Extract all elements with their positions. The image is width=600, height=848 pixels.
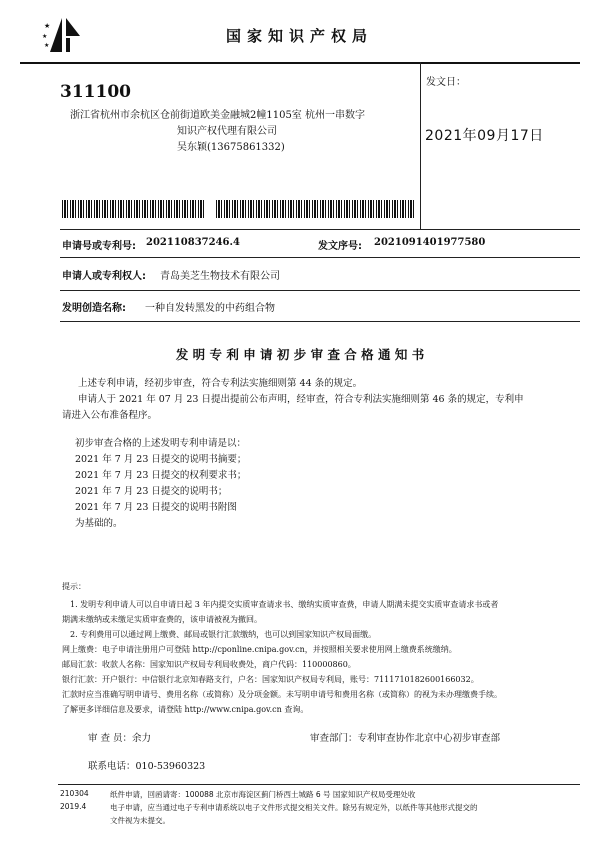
org-name: 国家知识产权局: [226, 27, 374, 45]
postcode: 311100: [60, 82, 131, 102]
tip-line: 邮局汇款：收款人名称：国家知识产权局专利局收费处，商户代码：110000860。: [62, 660, 356, 669]
notice-paragraph-2a: 申请人于 2021 年 07 月 23 日提出提前公布声明，经审查，符合专利法实施细则第 46 条的规定，专利申: [78, 394, 524, 405]
app-no-label: 申请号或专利号:: [62, 241, 136, 252]
row-rule: [60, 229, 580, 230]
row-rule: [60, 257, 580, 258]
footer-rule: [58, 784, 580, 785]
svg-text:★: ★: [42, 33, 48, 40]
examiner: 审 查 员：余力: [88, 733, 152, 744]
notice-heading: 发 明 专 利 申 请 初 步 审 查 合 格 通 知 书: [175, 347, 425, 362]
contact-phone: 联系电话：010-53960323: [88, 761, 206, 772]
form-code: 210304: [60, 789, 89, 798]
recipient-contact: 吴东颖(13675861332): [177, 142, 285, 153]
footer-line-1: 纸件申请，回函请寄：100088 北京市海淀区蓟门桥西土城路 6 号 国家知识产权局受理处收: [110, 790, 416, 799]
tip-line: 了解更多详细信息及要求，请登陆 http://www.cnipa.gov.cn 查询。: [62, 705, 309, 714]
header-divider: [420, 62, 421, 229]
tip-line: 网上缴费：电子申请注册用户可登陆 http://cponline.cnipa.gov.cn，并按照相关要求使用网上缴费系统缴纳。: [62, 645, 457, 654]
barcode-left: [62, 200, 205, 218]
tip-line: 银行汇款：开户银行：中信银行北京知春路支行，户名：国家知识产权局专利局，账号：7111710182600166032。: [62, 675, 479, 684]
svg-text:★: ★: [44, 42, 50, 49]
issue-date-label: 发文日：: [426, 77, 466, 88]
barcode-right: [216, 200, 414, 218]
docs-end: 为基础的。: [75, 518, 123, 529]
tip-line: 2. 专利费用可以通过网上缴费、邮局或银行汇款缴纳，也可以到国家知识产权局面缴。: [70, 630, 377, 639]
examining-department: 审查部门：专利审查协作北京中心初步审查部: [310, 733, 501, 744]
doc-item: 2021 年 7 月 23 日提交的说明书附图: [75, 502, 237, 513]
address-line-2: 知识产权代理有限公司: [177, 126, 277, 137]
issue-date: 2021年09月17日: [425, 128, 544, 144]
tip-line: 1. 发明专利申请人可以自申请日起 3 年内提交实质审查请求书、缴纳实质审查费，申请人期满未提交实质审查请求书或者: [70, 600, 499, 609]
invention-title: 一种自发转黑发的中药组合物: [145, 303, 275, 314]
doc-no-label: 发文序号:: [318, 241, 362, 252]
tip-line: 期满未缴纳或未缴足实质审查费的，该申请被视为撤回。: [62, 615, 262, 624]
footer-line-3: 文件视为未提交。: [110, 816, 170, 825]
row-rule: [60, 321, 580, 322]
doc-item: 2021 年 7 月 23 日提交的权利要求书；: [75, 470, 247, 481]
doc-no: 2021091401977580: [374, 237, 486, 248]
applicant-label: 申请人或专利权人:: [62, 271, 146, 282]
invention-title-label: 发明创造名称:: [62, 303, 126, 314]
tip-line: 汇款时应当准确写明申请号、费用名称（或简称）及分项金额。未写明申请号和费用名称（或简称）的视为未办理缴费手续。: [62, 690, 502, 699]
address-line-1: 浙江省杭州市余杭区仓前街道欧美金融城2幢1105室 杭州一串数字: [70, 110, 365, 121]
notice-paragraph-1: 上述专利申请，经初步审查，符合专利法实施细则第 44 条的规定。: [78, 378, 363, 389]
doc-item: 2021 年 7 月 23 日提交的说明书；: [75, 486, 228, 497]
doc-item: 2021 年 7 月 23 日提交的说明书摘要；: [75, 454, 247, 465]
cnipa-logo-icon: [40, 14, 90, 54]
applicant: 青岛美芝生物技术有限公司: [160, 271, 280, 282]
header-rule: [20, 62, 580, 64]
app-no: 202110837246.4: [146, 237, 240, 248]
form-version: 2019.4: [60, 802, 87, 811]
docs-intro: 初步审查合格的上述发明专利申请是以：: [75, 438, 247, 449]
notice-paragraph-2b: 请进入公布准备程序。: [62, 410, 158, 421]
svg-text:★: ★: [44, 22, 51, 30]
row-rule: [60, 290, 580, 291]
tips-label: 提示：: [62, 582, 86, 591]
footer-line-2: 电子申请，应当通过电子专利申请系统以电子文件形式提交相关文件。除另有规定外，以纸件等其他形式提交的: [110, 803, 478, 812]
